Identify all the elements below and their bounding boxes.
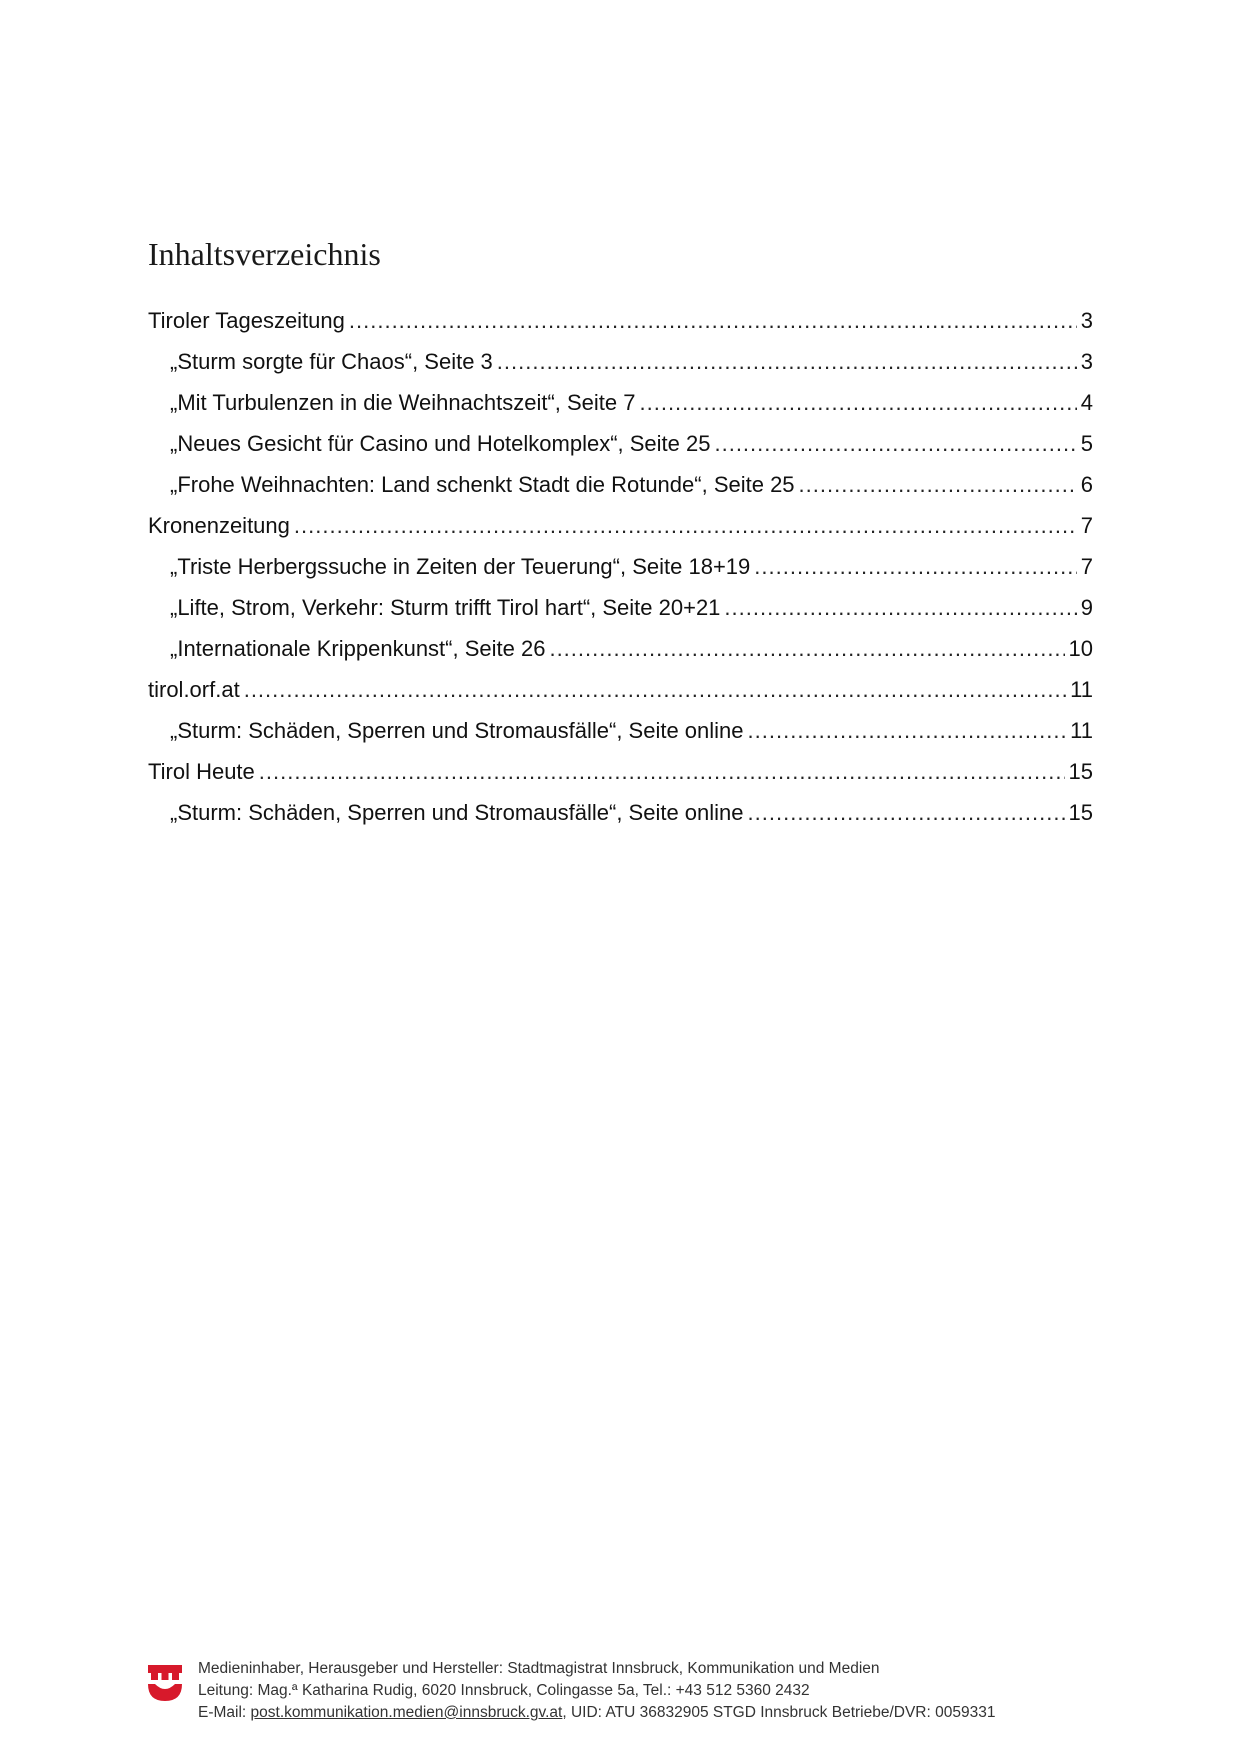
toc-dot-leader	[748, 710, 1067, 751]
toc-entry-label: Tiroler Tageszeitung	[148, 308, 345, 333]
footer-email-label: E-Mail:	[198, 1704, 251, 1721]
toc-page-number: 10	[1068, 636, 1093, 661]
toc-page-number: 5	[1080, 431, 1093, 456]
toc-dot-leader	[294, 505, 1077, 546]
toc-page-number: 4	[1080, 390, 1093, 415]
toc-article-entry[interactable]	[148, 464, 1093, 505]
toc-page-number: 3	[1080, 349, 1093, 374]
toc-article-entry[interactable]	[148, 423, 1093, 464]
toc-dot-leader	[549, 628, 1064, 669]
toc-dot-leader	[724, 587, 1076, 628]
footer-line-management: Leitung: Mag.ª Katharina Rudig, 6020 Innsbruck, Colingasse 5a, Tel.: +43 512 5360 2432	[198, 1682, 810, 1699]
toc-dot-leader	[714, 423, 1076, 464]
toc-entry-label: „Lifte, Strom, Verkehr: Sturm trifft Tirol hart“, Seite 20+21	[170, 595, 721, 620]
toc-entry-label: Kronenzeitung	[148, 513, 290, 538]
toc-section-entry[interactable]	[148, 300, 1093, 341]
footer-imprint	[198, 1658, 995, 1724]
footer-registration: , UID: ATU 36832905 STGD Innsbruck Betriebe/DVR: 0059331	[562, 1704, 996, 1721]
toc-entry-label: „Mit Turbulenzen in die Weihnachtszeit“, Seite 7	[170, 390, 636, 415]
toc-section-entry[interactable]	[148, 505, 1093, 546]
footer-line-contact	[198, 1702, 995, 1724]
toc-article-entry[interactable]	[148, 710, 1093, 751]
toc-article-entry[interactable]	[148, 382, 1093, 423]
toc-entry-label: tirol.orf.at	[148, 677, 240, 702]
toc-page-number: 7	[1080, 513, 1093, 538]
toc-dot-leader	[748, 792, 1065, 833]
innsbruck-logo-icon	[148, 1663, 182, 1701]
toc-page-number: 9	[1080, 595, 1093, 620]
toc-entry-label: „Sturm: Schäden, Sperren und Stromausfälle“, Seite online	[170, 800, 744, 825]
toc-page-number: 3	[1080, 308, 1093, 333]
toc-section-entry[interactable]	[148, 751, 1093, 792]
toc-entry-label: „Neues Gesicht für Casino und Hotelkomplex“, Seite 25	[170, 431, 711, 456]
toc-entry-label: Tirol Heute	[148, 759, 255, 784]
toc-article-entry[interactable]	[148, 587, 1093, 628]
toc-page-number: 11	[1070, 718, 1093, 743]
toc-page-number: 7	[1080, 554, 1093, 579]
toc-article-entry[interactable]	[148, 628, 1093, 669]
toc-article-entry[interactable]	[148, 546, 1093, 587]
toc-dot-leader	[799, 464, 1077, 505]
toc-article-entry[interactable]	[148, 792, 1093, 833]
footer-line-publisher: Medieninhaber, Herausgeber und Hersteller: Stadtmagistrat Innsbruck, Kommunikation und Medien	[198, 1660, 880, 1677]
footer-email-link[interactable]: post.kommunikation.medien@innsbruck.gv.at	[250, 1704, 563, 1721]
toc-dot-leader	[259, 751, 1065, 792]
toc-article-entry[interactable]	[148, 341, 1093, 382]
toc-dot-leader	[244, 669, 1066, 710]
toc-page-number: 15	[1068, 759, 1093, 784]
toc-entry-label: „Sturm: Schäden, Sperren und Stromausfälle“, Seite online	[170, 718, 744, 743]
toc-entry-label: „Frohe Weihnachten: Land schenkt Stadt die Rotunde“, Seite 25	[170, 472, 795, 497]
toc-entry-label: „Internationale Krippenkunst“, Seite 26	[170, 636, 546, 661]
table-of-contents	[148, 300, 1093, 833]
toc-entry-label: „Sturm sorgte für Chaos“, Seite 3	[170, 349, 493, 374]
toc-dot-leader	[754, 546, 1076, 587]
toc-page-number: 11	[1070, 677, 1093, 702]
toc-dot-leader	[349, 300, 1077, 341]
toc-section-entry[interactable]	[148, 669, 1093, 710]
toc-entry-label: „Triste Herbergssuche in Zeiten der Teuerung“, Seite 18+19	[170, 554, 751, 579]
toc-page-number: 15	[1068, 800, 1093, 825]
toc-dot-leader	[640, 382, 1077, 423]
toc-page-number: 6	[1080, 472, 1093, 497]
page-title: Inhaltsverzeichnis	[148, 236, 381, 272]
toc-dot-leader	[497, 341, 1077, 382]
